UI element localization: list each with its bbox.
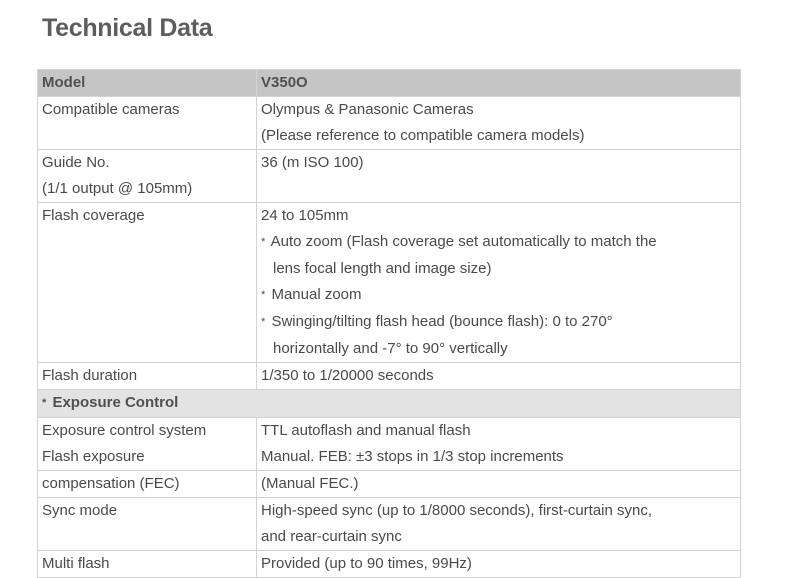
table-header-row bbox=[38, 70, 741, 97]
multi-flash-value: Provided (up to 90 times, 99Hz) bbox=[257, 551, 741, 578]
guide-no-value: 36 (m ISO 100) bbox=[257, 150, 741, 203]
compatible-line-1: Olympus & Panasonic Cameras bbox=[261, 101, 474, 118]
sync-mode-value: High-speed sync (up to 1/8000 seconds), first-curtain sync, and rear-curtain sync bbox=[257, 498, 741, 551]
exposure-control-heading: * Exposure Control bbox=[38, 390, 741, 418]
page-title: Technical Data bbox=[42, 14, 213, 42]
model-value: V350O bbox=[257, 70, 741, 97]
table-row-exposure-control-system bbox=[38, 418, 741, 471]
exposure-system-label: Exposure control system Flash exposure bbox=[38, 418, 257, 471]
model-label: Model bbox=[38, 70, 257, 97]
guide-label-line-1: Guide No. bbox=[42, 154, 110, 171]
flash-duration-label: Flash duration bbox=[38, 363, 257, 390]
guide-label-line-2: (1/1 output @ 105mm) bbox=[42, 180, 193, 197]
coverage-swing: * Swinging/tilting flash head (bounce flash): 0 to 270° bbox=[261, 313, 613, 330]
compatible-cameras-value bbox=[257, 97, 741, 150]
flash-coverage-label: Flash coverage bbox=[38, 203, 257, 363]
bullet-star: * bbox=[261, 289, 266, 301]
table-row-fec bbox=[38, 471, 741, 498]
sync-mode-label: Sync mode bbox=[38, 498, 257, 551]
exposure-system-value: TTL autoflash and manual flash Manual. FEB: ±3 stops in 1/3 stop increments bbox=[257, 418, 741, 471]
bullet-star: * bbox=[261, 316, 266, 328]
fec-value: (Manual FEC.) bbox=[257, 471, 741, 498]
compatible-cameras-label: Compatible cameras bbox=[38, 97, 257, 150]
compatible-line-2: (Please reference to compatible camera models) bbox=[261, 127, 585, 144]
bullet-star: * bbox=[261, 236, 266, 248]
table-row-sync-mode bbox=[38, 498, 741, 551]
technical-data-table bbox=[37, 69, 741, 578]
coverage-swing-cont: horizontally and -7° to 90° vertically bbox=[273, 340, 508, 357]
multi-flash-label: Multi flash bbox=[38, 551, 257, 578]
section-row-exposure-control bbox=[38, 390, 741, 418]
coverage-auto-zoom: * Auto zoom (Flash coverage set automatically to match the bbox=[261, 233, 657, 250]
table-row-guide-no bbox=[38, 150, 741, 203]
coverage-range: 24 to 105mm bbox=[261, 207, 349, 224]
flash-coverage-value bbox=[257, 203, 741, 363]
guide-no-label bbox=[38, 150, 257, 203]
table-row-flash-duration bbox=[38, 363, 741, 390]
table-row-multi-flash bbox=[38, 551, 741, 578]
table-row-compatible-cameras bbox=[38, 97, 741, 150]
coverage-manual-zoom: * Manual zoom bbox=[261, 286, 362, 303]
section-star: * bbox=[42, 397, 47, 409]
fec-label: compensation (FEC) bbox=[38, 471, 257, 498]
flash-duration-value: 1/350 to 1/20000 seconds bbox=[257, 363, 741, 390]
coverage-auto-zoom-cont: lens focal length and image size) bbox=[273, 260, 492, 277]
table-row-flash-coverage bbox=[38, 203, 741, 363]
